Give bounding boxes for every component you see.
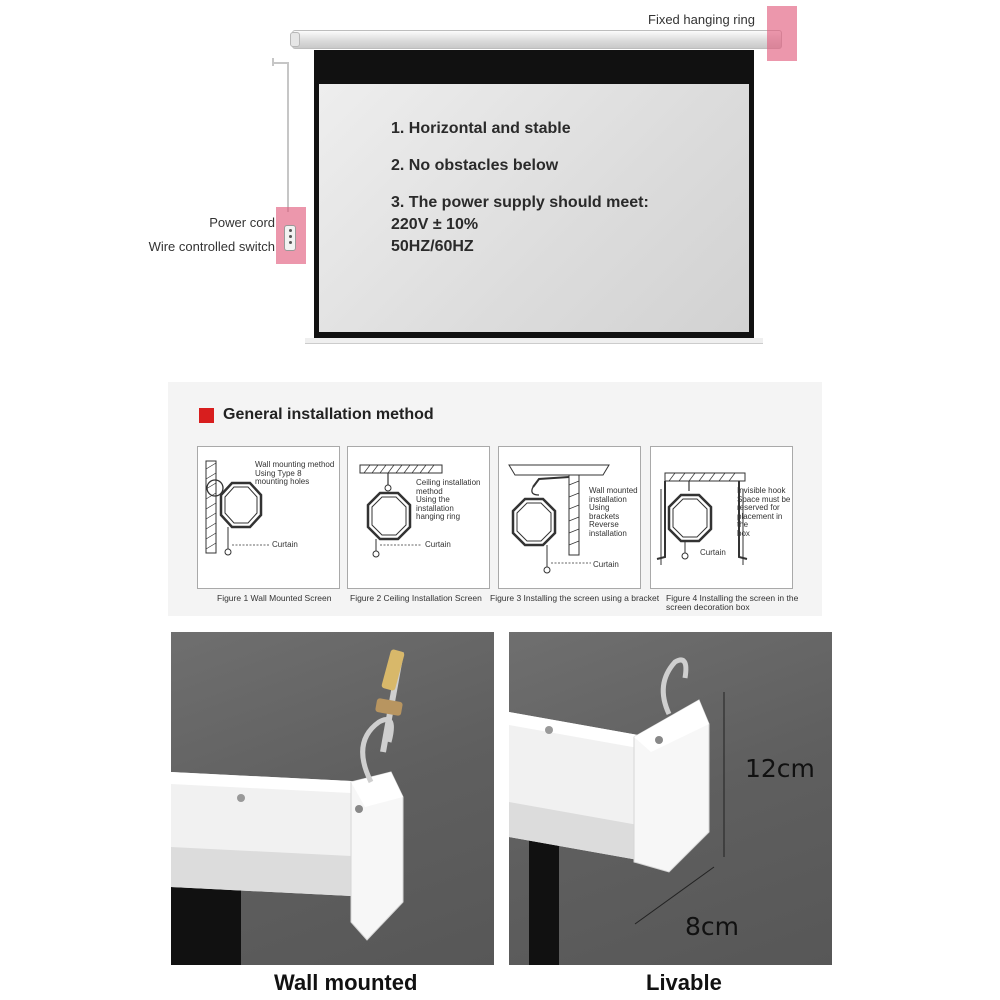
photo-livable bbox=[509, 632, 832, 965]
power-cord-line bbox=[272, 62, 288, 64]
photo-wall-mounted bbox=[171, 632, 494, 965]
casing-endcap bbox=[290, 32, 300, 47]
screen-bottom-bar bbox=[305, 338, 763, 344]
requirement-voltage: 220V ± 10% bbox=[391, 216, 479, 233]
figure-curtain-label: Curtain bbox=[700, 548, 726, 557]
figure-caption: Figure 4 Installing the screen in the screen decoration box bbox=[666, 593, 799, 612]
photo-caption-wall-mounted: Wall mounted bbox=[274, 970, 418, 995]
dimension-height-label: 12cm bbox=[745, 754, 815, 783]
wall-mounted-casing-illustration bbox=[171, 632, 494, 965]
section-title-text: General installation method bbox=[223, 406, 434, 423]
figure-bracket-installation bbox=[498, 446, 641, 589]
figure-caption: Figure 3 Installing the screen using a bracket bbox=[490, 593, 660, 603]
figure-wall-mounted bbox=[197, 446, 340, 589]
figure-note: Ceiling installation method Using the installation hanging ring bbox=[416, 478, 481, 521]
figure-ceiling-installation bbox=[347, 446, 490, 589]
requirement-power-supply: 3. The power supply should meet: bbox=[391, 194, 649, 211]
screen-casing bbox=[292, 30, 782, 49]
power-cord-line bbox=[287, 62, 289, 212]
requirement-no-obstacles: 2. No obstacles below bbox=[391, 157, 559, 174]
dimension-width-label: 8cm bbox=[685, 912, 740, 941]
power-cord-label: Power cord bbox=[209, 215, 275, 230]
section-title bbox=[198, 406, 434, 424]
wire-switch-label: Wire controlled switch bbox=[148, 239, 275, 254]
figure-decoration-box-installation bbox=[650, 446, 793, 589]
fixed-hanging-ring-marker bbox=[767, 6, 797, 61]
figure-note: Wall mounted installation Using brackets Reverse installation bbox=[589, 486, 638, 538]
fixed-hanging-ring-label: Fixed hanging ring bbox=[648, 12, 755, 27]
figure-caption: Figure 1 Wall Mounted Screen bbox=[217, 593, 332, 603]
photo-caption-livable: Livable bbox=[646, 970, 722, 995]
figure-curtain-label: Curtain bbox=[272, 540, 298, 549]
figure-caption: Figure 2 Ceiling Installation Screen bbox=[350, 593, 482, 603]
figure-curtain-label: Curtain bbox=[593, 560, 619, 569]
figure-note: Invisible hook Space must be reserved for placement in the box bbox=[737, 486, 791, 538]
figure-note: Wall mounting method Using Type 8 mounting holes bbox=[255, 460, 335, 486]
livable-casing-illustration bbox=[509, 632, 832, 965]
figure-curtain-label: Curtain bbox=[425, 540, 451, 549]
requirement-horizontal: 1. Horizontal and stable bbox=[391, 120, 571, 137]
wire-controlled-switch-icon bbox=[284, 225, 296, 251]
installation-requirements bbox=[391, 118, 649, 258]
requirement-frequency: 50HZ/60HZ bbox=[391, 238, 474, 255]
power-cord-line bbox=[272, 58, 274, 66]
